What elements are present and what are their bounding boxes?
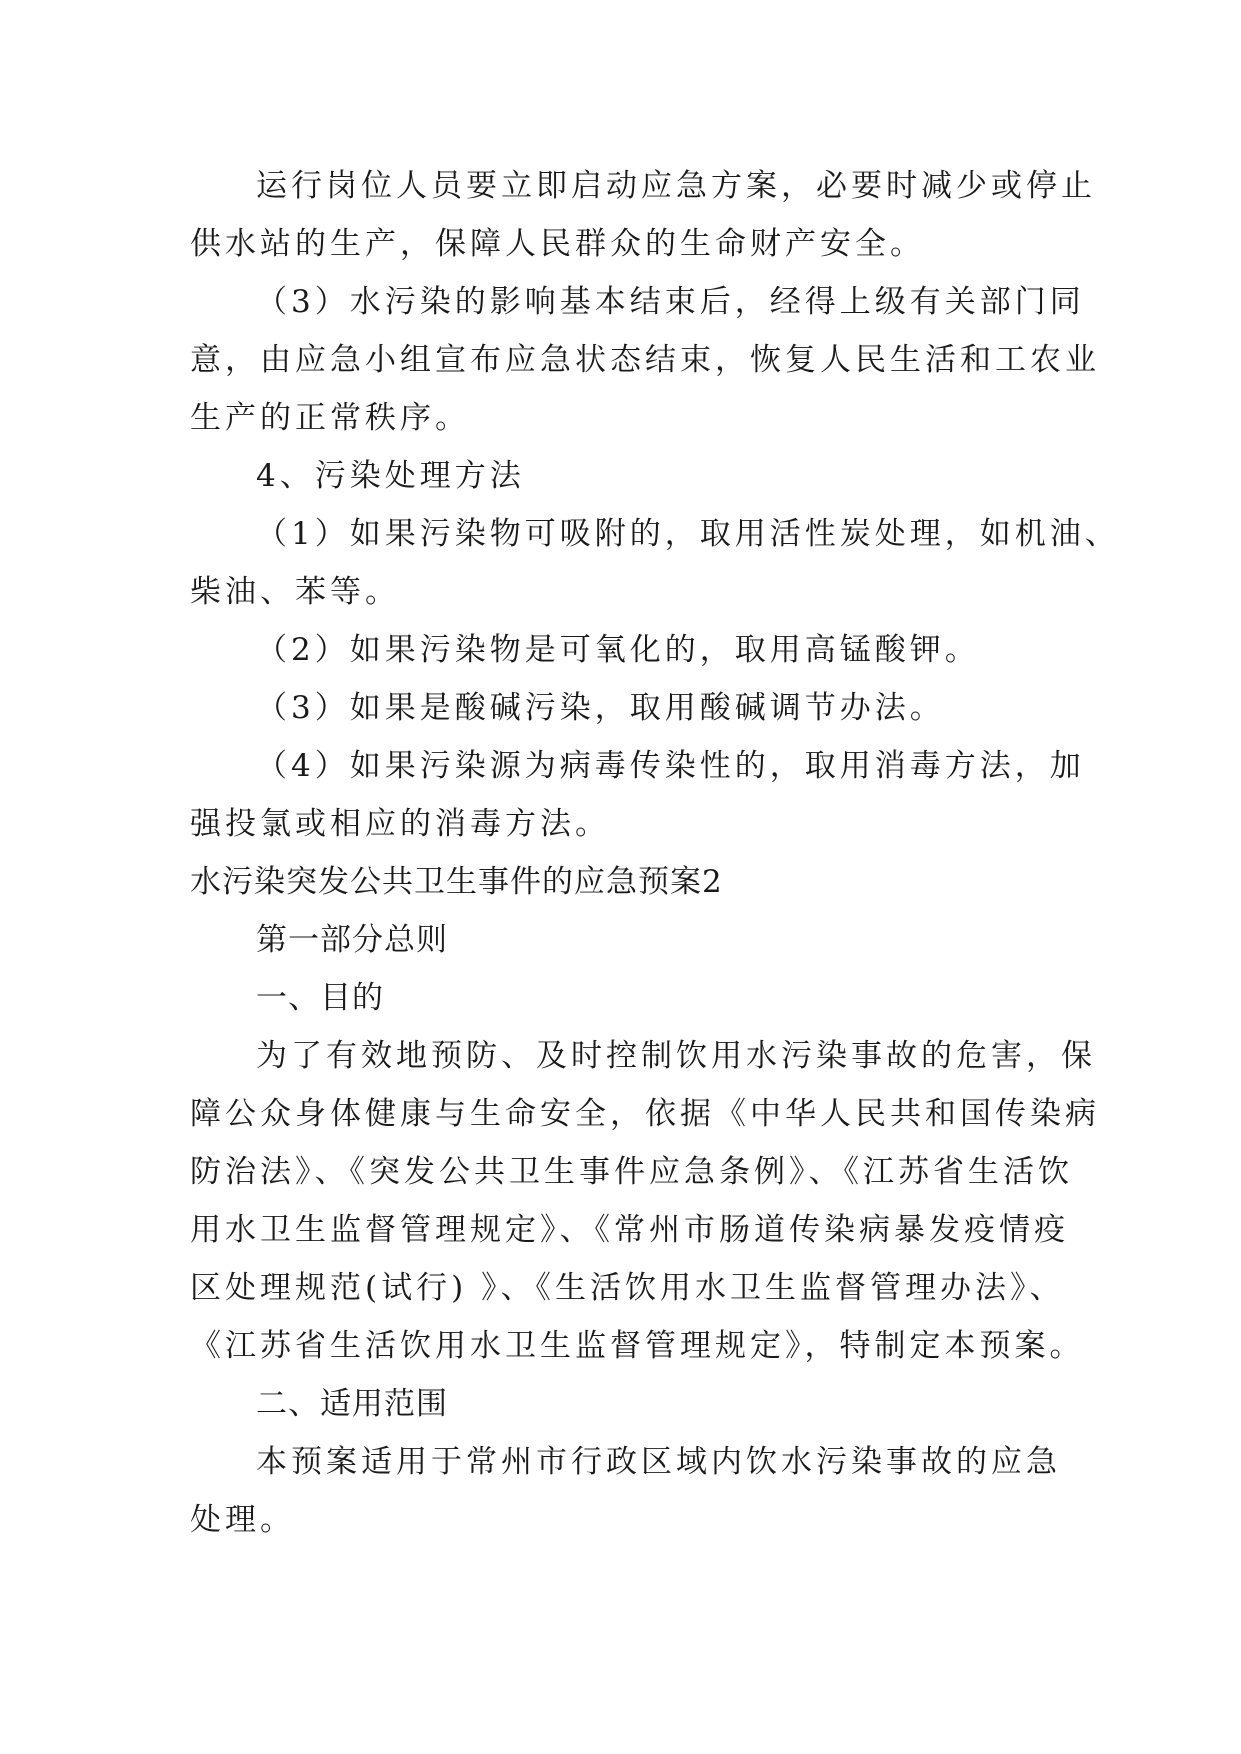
paragraph-line: 运行岗位人员要立即启动应急方案，必要时减少或停止 — [256, 168, 1096, 204]
paragraph-line: 意，由应急小组宣布应急状态结束，恢复人民生活和工农业 — [190, 342, 1100, 378]
section-heading: 二、适用范围 — [256, 1386, 448, 1422]
paragraph-line: （3）如果是酸碱污染，取用酸碱调节办法。 — [256, 690, 945, 726]
paragraph-line: 生产的正常秩序。 — [190, 400, 470, 436]
document-title: 水污染突发公共卫生事件的应急预案2 — [190, 864, 723, 900]
paragraph-line: （1）如果污染物可吸附的，取用活性炭处理，如机油、 — [256, 516, 1120, 552]
paragraph-line: 《江苏省生活饮用水卫生监督管理规定》，特制定本预案。 — [190, 1328, 1085, 1364]
section-heading: 4、污染处理方法 — [256, 458, 525, 494]
document-body — [190, 157, 1120, 1549]
paragraph-line: （3）水污染的影响基本结束后，经得上级有关部门同 — [256, 284, 1085, 320]
part-heading: 第一部分总则 — [256, 922, 448, 958]
paragraph-line: 为了有效地预防、及时控制饮用水污染事故的危害，保 — [256, 1038, 1096, 1074]
paragraph-line: 障公众身体健康与生命安全，依据《中华人民共和国传染病 — [190, 1096, 1100, 1132]
paragraph-line: 用水卫生监督管理规定》、《常州市肠道传染病暴发疫情疫 — [190, 1212, 1069, 1248]
paragraph-line: 防治法》、《突发公共卫生事件应急条例》、《江苏省生活饮 — [190, 1154, 1073, 1190]
paragraph-line: 区处理规范(试行) 》、《生活饮用水卫生监督管理办法》、 — [190, 1270, 1065, 1306]
paragraph-line: 本预案适用于常州市行政区域内饮水污染事故的应急 — [256, 1444, 1061, 1480]
paragraph-line: （2）如果污染物是可氧化的，取用高锰酸钾。 — [256, 632, 980, 668]
paragraph-line: 供水站的生产，保障人民群众的生命财产安全。 — [190, 226, 925, 262]
paragraph-line: 强投氯或相应的消毒方法。 — [190, 806, 610, 842]
paragraph-line: 处理。 — [190, 1502, 295, 1538]
paragraph-line: 柴油、苯等。 — [190, 574, 400, 610]
paragraph-line: （4）如果污染源为病毒传染性的，取用消毒方法，加 — [256, 748, 1085, 784]
section-heading: 一、目的 — [256, 980, 384, 1016]
